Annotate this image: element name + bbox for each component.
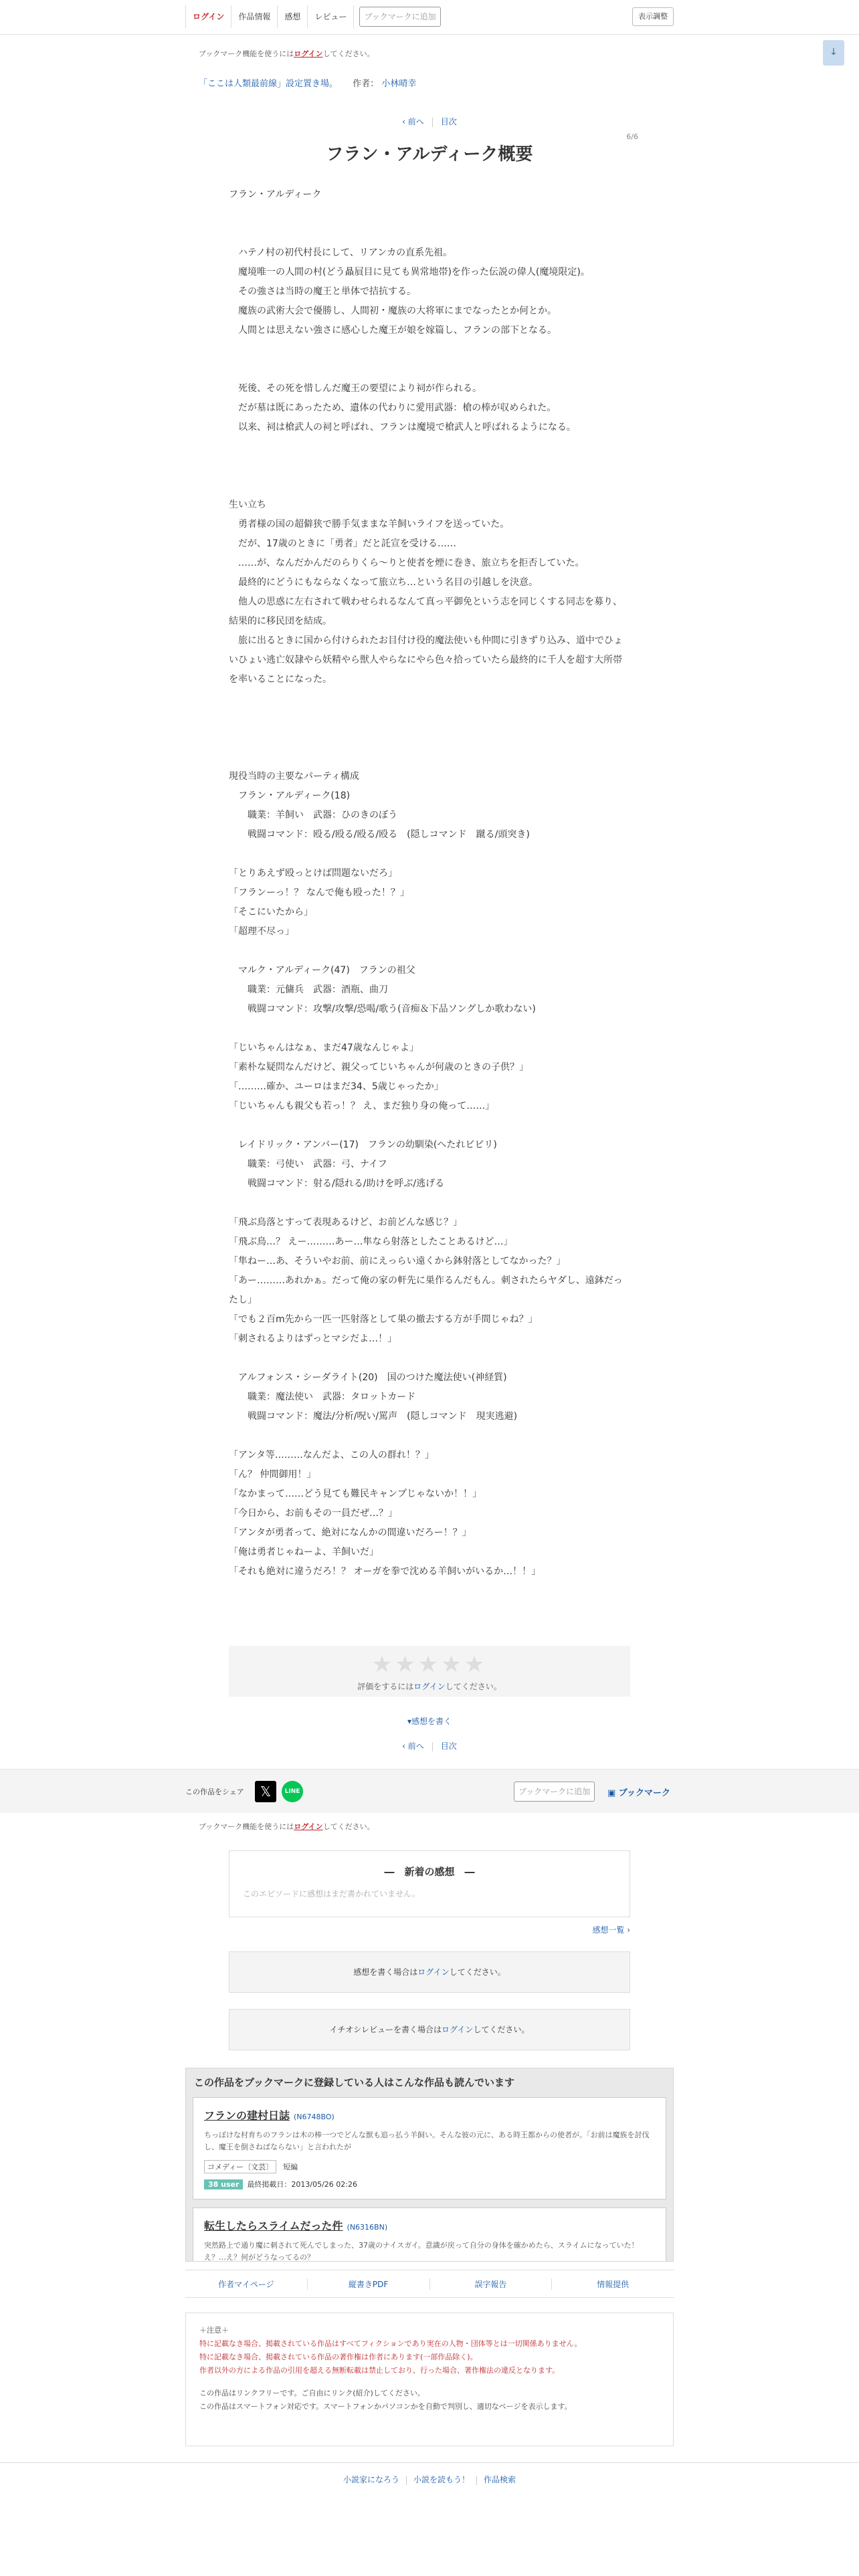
footer-links (185, 2270, 674, 2298)
impressions-title: ― 新着の感想 ― (384, 1866, 475, 1878)
pager-divider (432, 118, 433, 127)
blank-line (229, 845, 630, 864)
tab-reviews[interactable]: レビュー (308, 5, 354, 28)
share-bar (0, 1769, 859, 1813)
body-line: 戦闘コマンド：攻撃/攻撃/恐喝/歌う(音痴＆下品ソングしか歌わない) (229, 1004, 536, 1014)
caution-line: 特に記載なき場合、掲載されている作品の著作権は作者にあります(一部作品除く)。 (199, 2353, 478, 2361)
display-settings-button[interactable]: 表示調整 (632, 7, 674, 26)
toc-link-bottom[interactable]: 目次 (440, 1741, 457, 1751)
body-line: その強さは当時の魔王と単体で拮抗する。 (229, 286, 416, 297)
body-line: 「そこにいたから」 (229, 907, 313, 918)
author-label: 作者： (353, 79, 379, 89)
blank-line (229, 1426, 630, 1446)
body-line: 職業：魔法使い 武器：タロットカード (229, 1392, 416, 1402)
scroll-down-icon[interactable]: ↓ (823, 40, 844, 66)
write-impression-link[interactable]: ▾感想を書く (407, 1717, 452, 1726)
last-updated: 最終掲載日：2013/05/26 02:26 (247, 2180, 358, 2189)
bottom-pager (0, 1740, 859, 1751)
prev-link-bottom[interactable]: ‹ 前へ (402, 1741, 424, 1751)
body-line: 「飛ぶ鳥落とすって表現あるけど、お前どんな感じ？」 (229, 1217, 463, 1228)
body-line: 「それも絶対に違うだろ！？ オーガを拳で沈める羊飼いがいるか…！！」 (229, 1566, 541, 1577)
impressions-box (229, 1850, 630, 1917)
body-line: 「とりあえず殴っとけば問題ないだろ」 (229, 868, 397, 879)
body-line: 「素朴な疑問なんだけど、親父ってじいちゃんが何歳のときの子供？」 (229, 1062, 529, 1073)
blank-line (229, 205, 630, 224)
caution-line: この作品はリンクフリーです。ご自由にリンク(紹介)してください。 (199, 2389, 425, 2397)
user-count-badge: 38 user (204, 2179, 243, 2189)
caution-heading: ＋注意＋ (199, 2326, 229, 2335)
body-line: 戦闘コマンド：射る/隠れる/助けを呼ぶ/逃げる (229, 1178, 445, 1189)
blank-line (229, 1194, 630, 1213)
rating-stars[interactable]: ★★★★★ (371, 1651, 488, 1678)
recommend-title[interactable]: フランの建村日誌 (204, 2109, 290, 2122)
tab-login[interactable]: ログイン (185, 5, 231, 28)
blank-line (229, 709, 630, 728)
body-line: 職業：弓使い 武器：弓、ナイフ (229, 1159, 387, 1170)
body-line: 「隼ねー…あ、そういやお前、前にえっらい遠くから鉢射落としてなかった？」 (229, 1256, 566, 1267)
body-line: 魔境唯一の人間の村(どう贔屓目に見ても異常地帯)を作った伝説の偉人(魔境限定)。 (229, 267, 590, 278)
body-line: 「………確か、ユーロはまだ34、5歳じゃったか」 (229, 1081, 444, 1092)
blank-line (229, 457, 630, 476)
blank-line (229, 942, 630, 961)
impression-login-link[interactable]: ログイン (417, 1967, 450, 1977)
body-line: 「じいちゃんはなぁ、まだ47歳なんじゃよ」 (229, 1043, 419, 1053)
blank-line (229, 689, 630, 709)
blank-line (229, 476, 630, 496)
body-line: 生い立ち (229, 500, 266, 510)
main-content (185, 48, 674, 127)
toc-link[interactable]: 目次 (440, 117, 457, 126)
blank-line (229, 437, 630, 457)
body-line: 「アンタが勇者って、絶対になんかの間違いだろー！？」 (229, 1527, 472, 1538)
body-line: 現役当時の主要なパーティ構成 (229, 771, 359, 782)
caution-line: 特に記載なき場合、掲載されている作品はすべてフィクションであり実在の人物・団体等とは一切関係ありません。 (199, 2339, 582, 2348)
impression-login-box: 感想を書く場合はログインしてください。 (229, 1951, 630, 1993)
body-line: 「フランーっ！？ なんで俺も殴った！？」 (229, 887, 409, 898)
body-line: だが墓は既にあったため、遺体の代わりに愛用武器：槍の棒が収められた。 (229, 403, 557, 413)
body-line: 他人の思惑に左右されて戦わせられるなんて真っ平御免という志を同じくする同志を募り、結果的に移民団を結成。 (229, 597, 622, 627)
blank-line (229, 728, 630, 748)
body-line: 「超理不尽っ」 (229, 926, 294, 937)
caution-line: 作者以外の方による作品の引用を超える無断転載は禁止しており、行った場合、著作権法の違反となります。 (199, 2366, 560, 2375)
body-line: 「ん？ 仲間御用！」 (229, 1469, 316, 1480)
recommend-meta (204, 2179, 655, 2189)
body-line: 「飛ぶ鳥…？ えー………あー…隼なら射落としたことあるけど…」 (229, 1237, 513, 1247)
body-line: 戦闘コマンド：殴る/殴る/殴る/殴る (隠しコマンド 蹴る/頭突き) (229, 829, 530, 840)
bookmark-add-button[interactable]: ブックマークに追加 (359, 7, 440, 27)
body-line: 「俺は勇者じゃねーよ、羊飼いだ」 (229, 1547, 379, 1558)
line-share-icon[interactable]: LINE (282, 1781, 303, 1802)
pager-divider (432, 1742, 433, 1751)
narou-home-link[interactable]: 小説家になろう (343, 2475, 399, 2484)
body-line: ハテノ村の初代村長にして、リアンカの直系先祖。 (229, 247, 453, 258)
body-line: 旅に出るときに国から付けられたお目付け役的魔法使いも仲間に引きずり込み、道中でひょいひょい逃亡奴隷やら妖精やら獣人やらなにやら色々拾っていたら最終的に千人を超す大所帯を率いることになった。 (229, 635, 623, 685)
caution-line: この作品はスマートフォン対応です。スマートフォンかパソコンかを自動で判別し、適切なページを表示します。 (199, 2402, 572, 2411)
body-line: 「今日から、お前もその一員だぜ…？」 (229, 1508, 397, 1519)
body-line: 人間とは思えない強さに感心した魔王が娘を嫁篇し、フランの部下となる。 (229, 325, 557, 336)
body-line: 「じいちゃんも親父も若っ！？ え、まだ独り身の俺って……」 (229, 1101, 495, 1111)
search-link[interactable]: 作品検索 (484, 2475, 516, 2484)
rating-box (229, 1646, 630, 1697)
header-tabs (185, 5, 441, 28)
top-navbar (0, 0, 859, 35)
login-link-bottom[interactable]: ログイン (294, 1822, 323, 1831)
login-link[interactable]: ログイン (294, 49, 323, 58)
rating-note: 評価をするにはログインしてください。 (357, 1682, 502, 1691)
recommend-desc: 突然路上で通り魔に刺されて死んでしまった、37歳のナイスガイ。意識が戻って自分の身体を確かめたら、スライムになっていた！ え？…え？何がどうなってるの？ (204, 2241, 639, 2262)
recommend-ncode: (N6748BO) (294, 2113, 335, 2121)
body-line: 職業：羊飼い 武器：ひのきのぼう (229, 810, 397, 821)
body-line: 「でも２百m先から一匹一匹射落として巣の撤去する方が手間じゃね？」 (229, 1314, 538, 1325)
review-login-link[interactable]: ログイン (442, 2025, 474, 2034)
recommend-card[interactable] (193, 2208, 666, 2262)
recommend-ncode: (N6316BN) (347, 2223, 388, 2232)
blank-line (229, 1019, 630, 1039)
author-mypage-link[interactable]: 作者マイページ (185, 2278, 308, 2290)
recommend-title[interactable]: 転生したらスライムだった件 (204, 2220, 343, 2232)
impressions-more-link[interactable]: 感想一覧 › (592, 1925, 630, 1935)
body-line: 職業：元傭兵 武器：酒瓶、曲刀 (229, 984, 388, 995)
x-share-icon[interactable]: 𝕏 (255, 1781, 276, 1802)
info-provide-link[interactable]: 情報提供 (597, 2279, 630, 2289)
body-line: 「刺されるよりはずっとマシだよ…！」 (229, 1333, 397, 1344)
review-login-box: イチオシレビューを書く場合はログインしてください。 (229, 2009, 630, 2050)
body-line: 魔族の武術大会で優勝し、人間初・魔族の大将軍にまでなったとか何とか。 (229, 306, 557, 316)
prev-link[interactable]: ‹ 前へ (402, 117, 424, 126)
episode-counter: 6/6 (626, 132, 638, 141)
recommend-tags (204, 2160, 655, 2173)
body-line: ……が、なんだかんだのらりくら〜りと使者を煙に巻き、旅立ちを拒否していた。 (229, 558, 585, 568)
body-line: フラン・アルディーク(18) (229, 790, 351, 801)
blank-line (229, 340, 630, 360)
body-line: フラン・アルディーク (229, 189, 322, 200)
caution-box (185, 2313, 674, 2446)
series-info (185, 76, 674, 89)
top-pager (185, 116, 674, 127)
vertical-pdf-link[interactable]: 縦書きPDF (308, 2278, 430, 2290)
blank-line (229, 224, 630, 243)
body-line: アルフォンス・シーダライト(20) 国のつけた魔法使い(神経質) (229, 1372, 507, 1383)
recommendations-heading: この作品をブックマークに登録している人はこんな作品も読んでいます (194, 2076, 514, 2088)
share-label: この作品をシェア (185, 1788, 244, 1796)
episode-body (229, 185, 630, 1582)
typo-report-link[interactable]: 誤字報告 (430, 2278, 553, 2290)
blank-line (229, 748, 630, 767)
genre-tag[interactable]: コメディー〔文芸〕 (204, 2160, 276, 2173)
bookmark-add-button-bottom[interactable]: ブックマークに追加 (514, 1782, 595, 1802)
tab-impressions[interactable]: 感想 (278, 5, 308, 28)
impressions-empty: このエピソードに感想はまだ書かれていません。 (243, 1889, 420, 1899)
body-line: レイドリック・アンバー(17) フランの幼馴染(へたれビビリ) (229, 1140, 497, 1150)
recommendations (185, 2068, 674, 2262)
recommend-desc: ちっぽけな村育ちのフランは木の棒一つでどんな獣も追っ払う羊飼い。そんな彼の元に、ある時王都からの使者が。「お前は魔族を討伐し、魔王を倒さねばならない」と言われたが (204, 2131, 650, 2151)
bookmark-link[interactable]: ▣ ブックマーク (607, 1788, 670, 1798)
body-line: だが、17歳のときに「勇者」だと託宣を受ける…… (229, 538, 456, 549)
yomou-link[interactable]: 小説を読もう！ (413, 2475, 470, 2484)
body-line: 戦闘コマンド：魔法/分析/呪い/罵声 (隠しコマンド 現実逃避) (229, 1411, 518, 1422)
type-tag: 短編 (283, 2163, 298, 2171)
blank-line (229, 1349, 630, 1368)
bookmark-login-notice-bottom: ブックマーク機能を使うにはログインしてください。 (199, 1822, 375, 1831)
body-line: 勇者様の国の超僻狭で勝手気ままな羊飼いライフを送っていた。 (229, 519, 510, 530)
tab-work-info[interactable]: 作品情報 (231, 5, 278, 28)
rating-login-link[interactable]: ログイン (413, 1682, 446, 1691)
body-line: 最終的にどうにもならなくなって旅立ち…という名目の引越しを決意。 (229, 577, 538, 588)
body-line: 「なかまって……どう見ても難民キャンプじゃないか！！」 (229, 1489, 482, 1499)
episode-title: フラン・アルディーク概要 (326, 144, 533, 165)
body-line: 「あー………あれかぁ。だって俺の家の軒先に巣作るんだもん。刺されたらヤダし、遠鉢だったし」 (229, 1275, 623, 1305)
body-line: 以来、祠は槍武人の祠と呼ばれ、フランは魔境で槍武人と呼ばれるようになる。 (229, 422, 576, 433)
blank-line (229, 1116, 630, 1136)
blank-line (229, 360, 630, 379)
author-link[interactable]: 小林晴幸 (381, 79, 417, 89)
bookmark-login-notice: ブックマーク機能を使うにはログインしてください。 (199, 49, 375, 58)
body-line: マルク・アルディーク(47) フランの祖父 (229, 965, 415, 976)
series-title-link[interactable]: 「ここは人類最前線」設定置き場。 (199, 79, 339, 89)
body-line: 死後、その死を惜しんだ魔王の要望により祠が作られる。 (229, 383, 482, 394)
recommend-card[interactable] (193, 2097, 666, 2199)
bottom-nav (0, 2462, 859, 2485)
body-line: 「アンタ等………なんだよ、この人の群れ！？」 (229, 1450, 434, 1461)
